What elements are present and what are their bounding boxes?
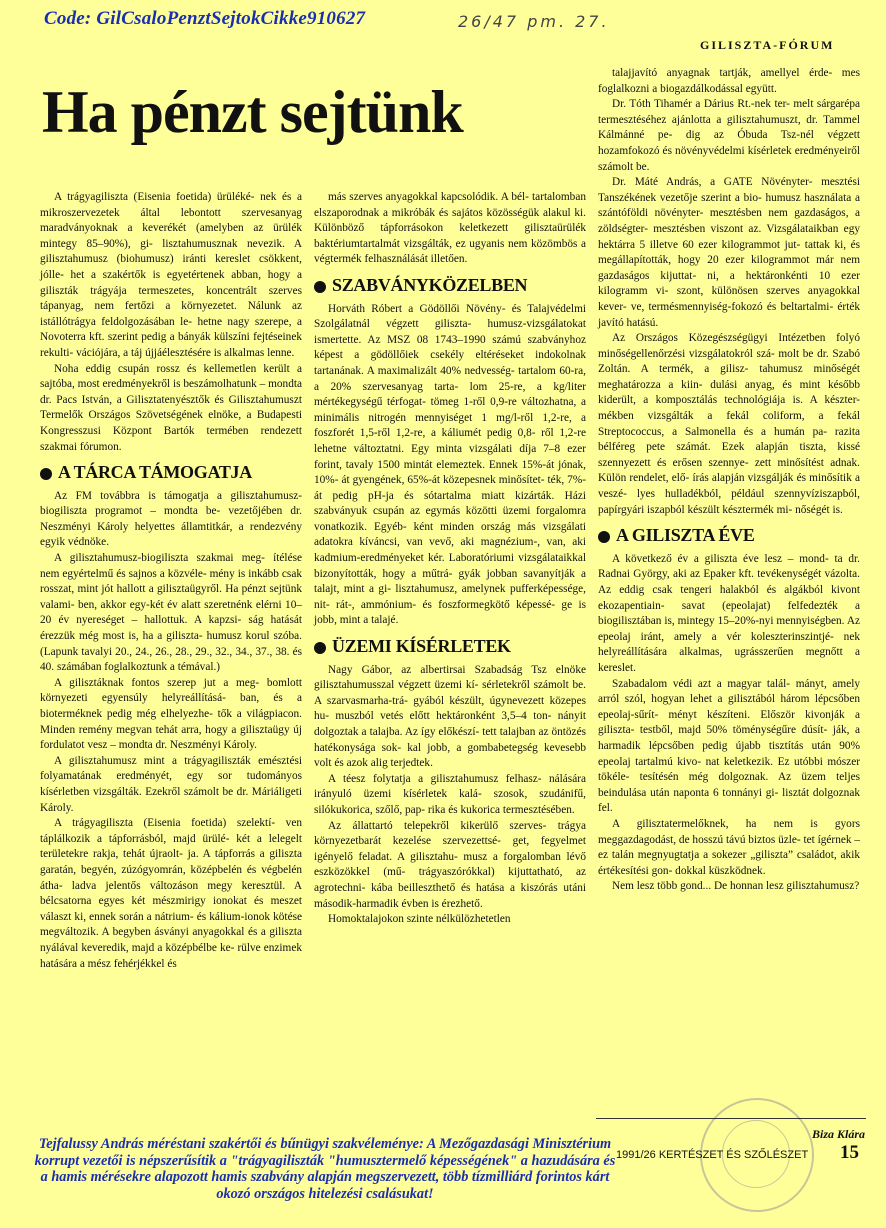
paragraph: A gilisztáknak fontos szerep jut a meg- bomlott környezeti egyensúly helyreállításá- ban, és a bioterméknek pedig még elhelyezhe- tők a világpiacon. Minden remény megvan tehát arra, hogy a gilisztaügy új fordulatot vesz – mondta dr. Neszményi Károly.: [40, 676, 302, 752]
paragraph: Homoktalajokon szinte nélkülözhetetlen: [328, 913, 511, 926]
paragraph: talajjavító anyagnak tartják, amellyel érde- mes foglalkozni a biogazdálkodással együtt.: [598, 67, 860, 95]
paragraph: A következő év a giliszta éve lesz – mond- ta dr. Radnai György, aki az Epaker kft. tevékenységét vázolta. Az eddig csak tengeri halakból és algákból kivont ekozapentiain- savat (epeolajat) felfedezték a biogilisztában is, mintegy 15–20%-nyi mennyiségben. Az epeolaj iránt, amely a vér koleszterinszintjé- nek helyreállítására alkalmas, ugrásszerűen megnőtt a kereslet.: [598, 552, 860, 674]
paragraph: Dr. Máté András, a GATE Növényter- mesztési Tanszékének vezetője szerint a bio- humusz használata a szántóföldi növényter- mesztésben nem gazdaságos, a zöldségter- mesztésben viszont az. Vizsgálataikban egy hektárra 5 illetve 60 ezer kilogrammot jut- tattak ki, és megállapították, hogy 20 ezer kilogrammot már nem gazdaságos kijuttat- ni, a hektáronkénti 10 ezer kilogramm vi- szont, különösen szerves anyagokkal kever- ve, termésmennyiség-fokozó és beltartalmi- érték javító hatású.: [598, 176, 860, 329]
paragraph: Noha eddig csupán rossz és kellemetlen került a sajtóba, most eredményekről is beszámolhatunk – mondta dr. Pacs István, a Gilisztatenyésztők és Gilisztahumuszt Termelők Országos Szövetségének elnöke, a Budapesti Kongresszusi Központ Bartók termében rendezett szakmai fórumon.: [40, 362, 302, 453]
paragraph: Nagy Gábor, az albertirsai Szabadság Tsz elnöke gilisztahumusszal végzett üzemi kí- sérletekről számolt be. A szarvasmarha-trá- gyából készült, úgynevezett közepes hu- muszból vetés előtt hektáronként 3,5–4 ton- nányit dolgoztak a talajba. Az így előkészí- tett talajban az öntözés hatékonysága sok- kal jobb, a gombabetegség kevesebb volt és azok alig terjedtek.: [314, 663, 586, 770]
handwritten-note: 26/47 pm. 27.: [458, 12, 610, 31]
paragraph: Az FM továbbra is támogatja a gilisztahumusz-biogiliszta programot – mondta be- vezetőjében dr. Neszményi Károly helyettes államtitkár, a rendezvény egyik védnöke.: [40, 489, 302, 549]
paragraph: Az állattartó telepekről kikerülő szerves- trágya környezetbarát kezelése szervezettsé- get, fegyelmet igényelő feladat. A gilisztahu- musz a forgalomban lévő eszközökkel (mű- trágyaszórókkal) kijuttatható, az agrotechni- kába beilleszthető és hatása a kiszórás utáni második-harmadik évben is érezhető.: [314, 819, 586, 910]
document-code: Code: GilCsaloPenztSejtokCikke910627: [44, 8, 366, 29]
paragraph: Dr. Tóth Tihamér a Dárius Rt.-nek ter- melt sárgarépa termesztéséhez ajánlotta a gilisztahumuszt, dr. Tammel Kálmánné pe- dig az Óbuda Tsz-nél végzett hozamfokozó és növényvédelmi kísérletek eredményeiről számolt be.: [598, 98, 860, 173]
subheading: A TÁRCA TÁMOGATJA: [40, 465, 302, 481]
page-number: 15: [840, 1142, 859, 1163]
subheading: SZABVÁNYKÖZELBEN: [314, 278, 586, 294]
section-title: GILISZTA-FÓRUM: [700, 38, 835, 52]
subheading: ÜZEMI KÍSÉRLETEK: [314, 639, 586, 655]
paragraph: A gilisztahumusz-biogiliszta szakmai meg- ítélése nem egyértelmű és sajnos a közvéle- mény is inkább csak rosszat, mint jót hallott a gilisztaügyről. Ha pénzt sejtünk valami- ben, akkor egy-két év alatt szeretnénk elérni 10–20 év nyereséget – hallottuk. A kapzsi- ság hatását érezzük még most is, ha a giliszta- humusz korul szóba. (Lapunk tavalyi 20., 24., 26., 28., 29., 32., 34., 37., 38. és 40. számában foglalkoztunk a témával.): [40, 552, 302, 674]
paragraph: Szabadalom védi azt a magyar talál- mányt, amely arról szól, hogyan lehet a gilisztából három lépcsőben epeolaj-sűrít- ményt készíteni. Először kivonják a giliszta- testből, majd 50% töménységűre dúsít- ják, a harmadik lépcsőben pedig újabb tisztítás után 90% epeolaj tartalmú kivo- nat keletkezik. Ez utóbbi mószer tökéle- tesítésén még dolgoznak. Az üzem teljes beindulása után naponta 6 tonnányi gi- lisztát dolgoznak fel.: [598, 677, 860, 815]
author-name: Biza Klára: [812, 1127, 866, 1141]
article-title: Ha pénzt sejtünk: [42, 79, 463, 145]
paragraph: Az Országos Közegészségügyi Intézetben folyó minőségellenőrzési vizsgálatokról szá- molt be dr. Szabó Zoltán. A termék, a gilisz- tahumusz minőségét meghatározza a kiin- dulási anyag, és mint később kiderült, a komposztálás technológiája is. A készter- mékben vizsgálták a fekál coliform, a fekál Streptococcus, a Salmonella és a humán pa- razita bélféreg pete számát. Ezek alapján tiszta, kissé szennyezett és erősen szennye- zett minősítést adnak. Külön rendelet, elő- írás alapján vizsgálják és minősítik a veszé- lyes hulladékból, például szennyvíziszapból, papírgyári iszapból készült késztermék mi- nőségét is.: [598, 332, 860, 516]
publication-source: 1991/26 KERTÉSZET ÉS SZŐLÉSZET: [616, 1149, 809, 1161]
bullet-icon: [598, 531, 610, 543]
annotation-caption: Tejfalussy András méréstani szakértői és bűnügyi szakvéleménye: A Mezőgazdasági Minisztérium korrupt vezetői is népszerűsítik a "trágyagiliszták "humusztermelő képességének" a hazudására és a hamis mérésekre alapozott hamis szabvány alapján megszervezett, több tízmilliárd forintos kárt okozó országos hitelezési csalásukat!: [34, 1136, 616, 1202]
bullet-icon: [40, 468, 52, 480]
column-1: [40, 190, 302, 972]
paragraph: A gilisztatermelőknek, ha nem is gyors meggazdagodást, de hosszú távú biztos üzle- tet ígérnek – ez talán megnyugtatja a sokezer „giliszta” családot, akik értékesítési gon- dokkal küszködnek.: [598, 817, 860, 877]
bullet-icon: [314, 642, 326, 654]
paragraph: más szerves anyagokkal kapcsolódik. A bél- tartalomban elszaporodnak a mikróbák és sajátos közösségük alakul ki. Különböző tápforrásokon keletkezett gilisztaürülék baktériumtartalmát vizsgálták, ez ugyanis nem közömbös a végtermék felhasználását illetően.: [314, 191, 586, 266]
column-2: [314, 190, 586, 928]
column-3: [598, 66, 860, 895]
paragraph: A trágyagiliszta (Eisenia foetida) szelektí- ven táplálkozik a tápforrásból, majd ürülé- két a lelegelt területekre rakja, tehát újraolt- ja. A tápforrás a giliszta garatán, begyén, zúzógyomrán, középbelén és végbelén átha- ladva jelentős változáson megy keresztül. A bélcsatorna egyes két mészmirigy ionokat és meszet választ ki, ennek során a nátrium- és kálium-ionok kötése megváltozik. A begyben ásványi anyagokkal és a giliszta nyálával keveredik, majd a középbélbe ke- rülve enzimek hatására a mész fehérjékkel és: [40, 817, 302, 970]
subheading: A GILISZTA ÉVE: [598, 528, 860, 544]
paragraph: Horváth Róbert a Gödöllői Növény- és Talajvédelmi Szolgálatnál végzett giliszta- humusz-vizsgálatokat ismertette. Az MSZ 08 1743–1990 számú szabványhoz képest a gödöllőiek csekély eltéréseket indokolnak tartanának. A maximalizált 40% nedvesség- tartalom 60-ra, a 20% szervesanyag tarta- lom 25-re, a kg/liter mértékegységű térfogat- tömeg 1-ről 0,9-re változhatna, a minimális nitrogén mennyiséget 1 mg/l-ről 1,2-re, a foszforét 1,5-ről 1,2-re, a káliumét pedig 0,8- ről 1,2-re lehetne változtatni. Egy minta vizsgálati díja 7–8 ezer forint, tavaly 1500 mintát elemeztek. Ennek 15%-át jónak, 10%- át gyengének, 65%-át közepesnek minősítet- ték, 7%-át pedig pH-ja és sótartalma miatt kizárták. Házi szabványuk csupán az egymás közötti üzemi forgalomra vonatkozik. Egyéb- ként minden ország más vizsgálati adatokra kíváncsi, van vevő, aki magnézium-, van, aki kadmium-eredményeket kér. Laboratóriumi vizsgálataikkal bizonyították, hogy a műtrá- gyák jobban savanyítják a talajt, mint a gi- lisztahumusz, amelynek pufferképessége, nit- rát-, ammónium- és foszformegkötő képessé- ge is jobb, mint a talajé.: [314, 302, 586, 627]
paragraph: A téesz folytatja a gilisztahumusz felhasz- nálására irányuló üzemi kísérletek kalá- szosok, szudánifű, silókukorica, szőlő, pap- rika és kukorica termesztésében.: [314, 772, 586, 816]
bullet-icon: [314, 281, 326, 293]
footer-rule: [596, 1118, 866, 1119]
paragraph: A gilisztahumusz mint a trágyagiliszták emésztési folyamatának eredményét, egy sor tudományos kísérletben vizsgálták. Ezekről számolt be dr. Máriáligeti Károly.: [40, 754, 302, 814]
paragraph: A trágyagiliszta (Eisenia foetida) ürüléké- nek és a mikroszervezetek által lebontott szervesanyag maradványoknak a keverékét (amelyben az ürülék mintegy 85–90%), gi- lisztahumusznak nevezik. A gilisztahumusz (biohumusz) iránti kereslet csökkent, jólle- het a szakértők is egyetértenek abban, hogy a giliszták trágyája termeszetes, koncentrált szerves tápanyag, nem fertőzi a környezetet. Nálunk az istállótrágya feldolgozásában le- hetne nagy szerepe, a Novoterra kft. szerint pedig a bányák külszíni fejtéseinek rekulti- vációjára, a táj újjáélesztésére is alkalmas lenne.: [40, 191, 302, 359]
paragraph: Nem lesz több gond... De honnan lesz gilisztahumusz?: [612, 880, 860, 893]
